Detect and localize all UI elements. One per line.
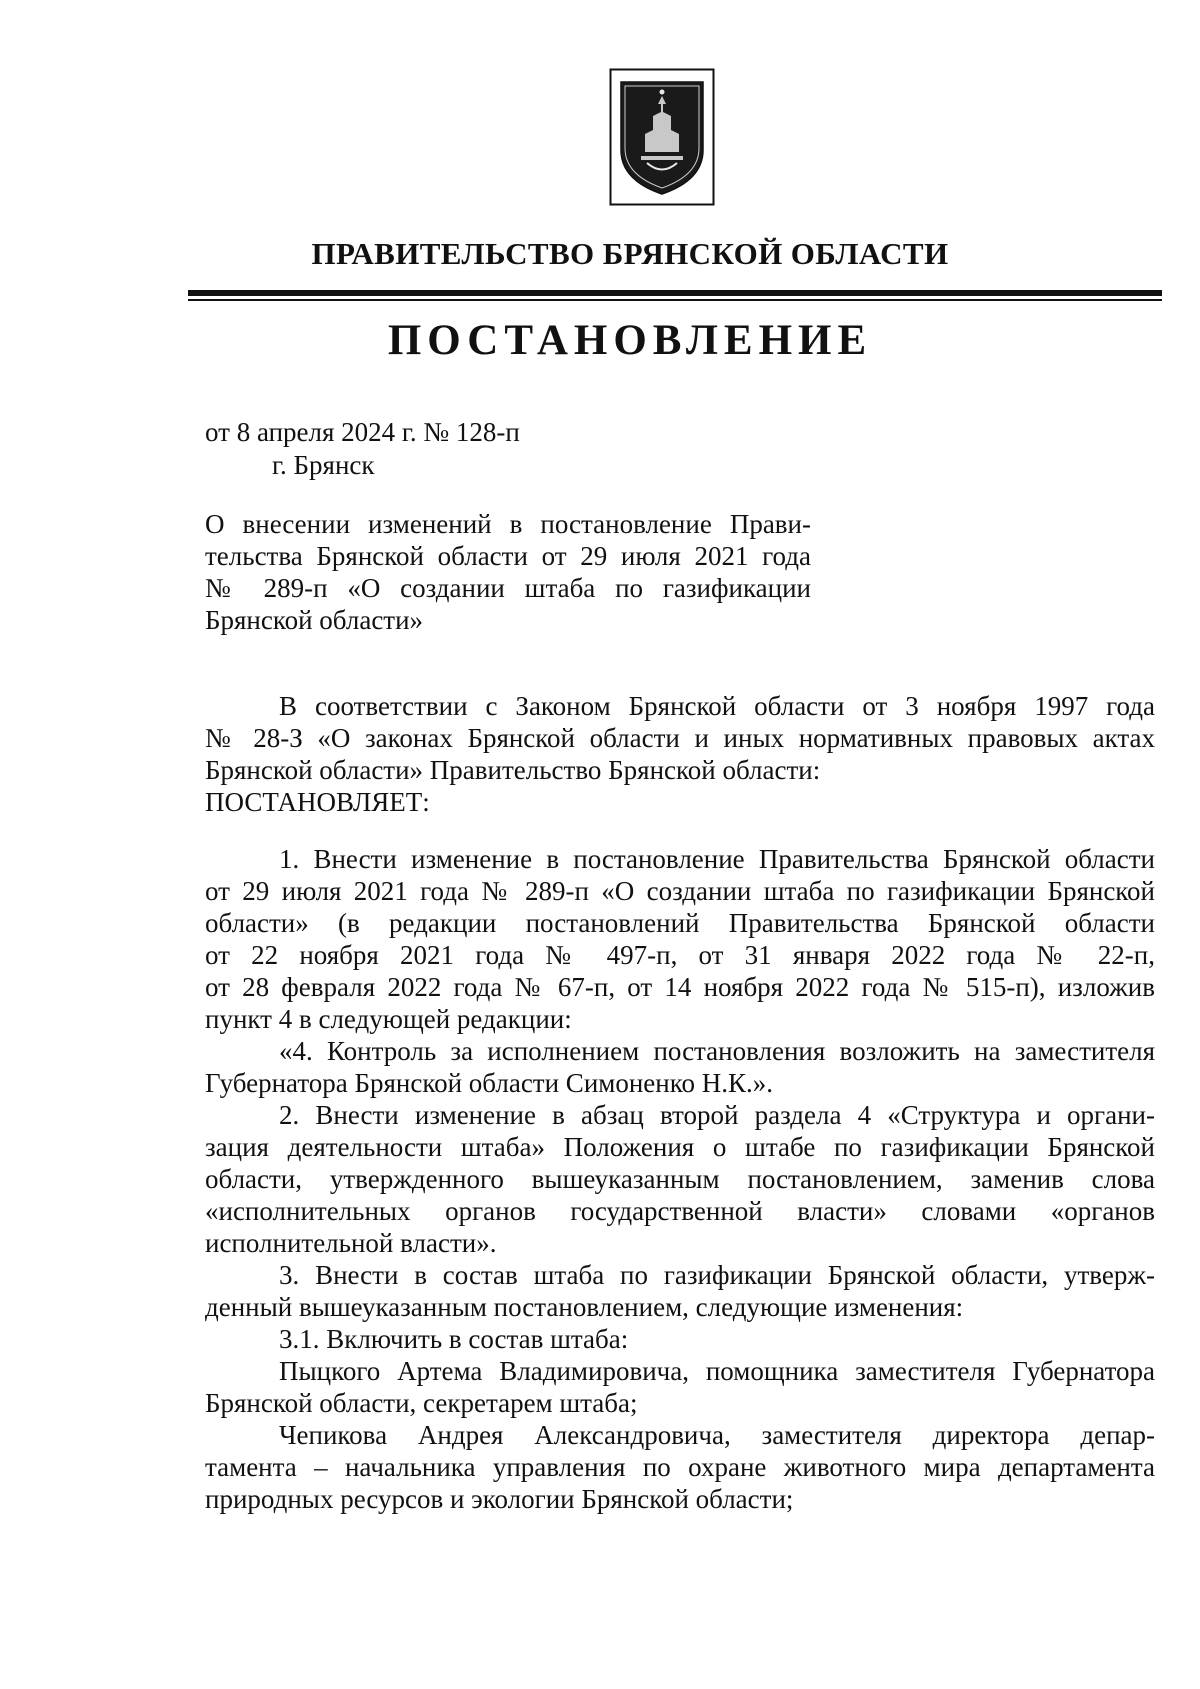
title-line: Брянской области» — [205, 605, 424, 635]
body-line: «исполнительных органов государственной власти» словами «органов — [205, 1196, 1155, 1226]
body-line: Губернатора Брянской области Симоненко Н.К.». — [205, 1068, 773, 1098]
body-line: Брянской области, секретарем штаба; — [205, 1388, 638, 1418]
body-line: зация деятельности штаба» Положения о штабе по газификации Брянской — [205, 1132, 1155, 1162]
body-line: денный вышеуказанным постановлением, следующие изменения: — [205, 1292, 964, 1322]
body-line: тамента – начальника управления по охране животного мира департамента — [205, 1452, 1155, 1482]
title-line: тельства Брянской области от 29 июля 2021 года — [205, 541, 811, 571]
date-number-line: от 8 апреля 2024 г. № 128-п — [205, 417, 520, 447]
body-line: пункт 4 в следующей редакции: — [205, 1004, 572, 1034]
body-line: № 28-З «О законах Брянской области и иных нормативных правовых актах — [205, 723, 1155, 753]
body-line: 3.1. Включить в состав штаба: — [279, 1324, 629, 1354]
coat-of-arms-icon — [609, 68, 715, 206]
city-line: г. Брянск — [272, 450, 375, 480]
body-line: от 22 ноября 2021 года № 497-п, от 31 января 2022 года № 22-п, — [205, 940, 1155, 970]
body-line: 1. Внести изменение в постановление Правительства Брянской области — [279, 844, 1155, 874]
body-line: исполнительной власти». — [205, 1228, 497, 1258]
body-line: области» (в редакции постановлений Правительства Брянской области — [205, 908, 1155, 938]
body-line: от 29 июля 2021 года № 289-п «О создании штаба по газификации Брянской — [205, 876, 1155, 906]
header-divider-thick — [188, 290, 1162, 296]
resolves-heading: ПОСТАНОВЛЯЕТ: — [205, 787, 430, 817]
body-line: природных ресурсов и экологии Брянской области; — [205, 1484, 794, 1514]
body-line: Брянской области» Правительство Брянской области: — [205, 755, 821, 785]
body-line: 3. Внести в состав штаба по газификации Брянской области, утверж- — [279, 1260, 1155, 1290]
organization-name: ПРАВИТЕЛЬСТВО БРЯНСКОЙ ОБЛАСТИ — [311, 236, 949, 271]
body-line: В соответствии с Законом Брянской области от 3 ноября 1997 года — [279, 691, 1155, 721]
body-line: 2. Внести изменение в абзац второй раздела 4 «Структура и органи- — [279, 1100, 1155, 1130]
body-line: от 28 февраля 2022 года № 67-п, от 14 ноября 2022 года № 515-п), изложив — [205, 972, 1155, 1002]
body-line: области, утвержденного вышеуказанным постановлением, заменив слова — [205, 1164, 1155, 1194]
title-line: № 289-п «О создании штаба по газификации — [205, 573, 811, 603]
header-divider-thin — [188, 299, 1162, 301]
document-type-title: ПОСТАНОВЛЕНИЕ — [387, 317, 873, 364]
title-line: О внесении изменений в постановление Прави- — [205, 509, 811, 539]
body-line: «4. Контроль за исполнением постановления возложить на заместителя — [279, 1036, 1155, 1066]
body-line: Пыцкого Артема Владимировича, помощника заместителя Губернатора — [279, 1356, 1155, 1386]
body-line: Чепикова Андрея Александровича, заместителя директора депар- — [279, 1420, 1155, 1450]
